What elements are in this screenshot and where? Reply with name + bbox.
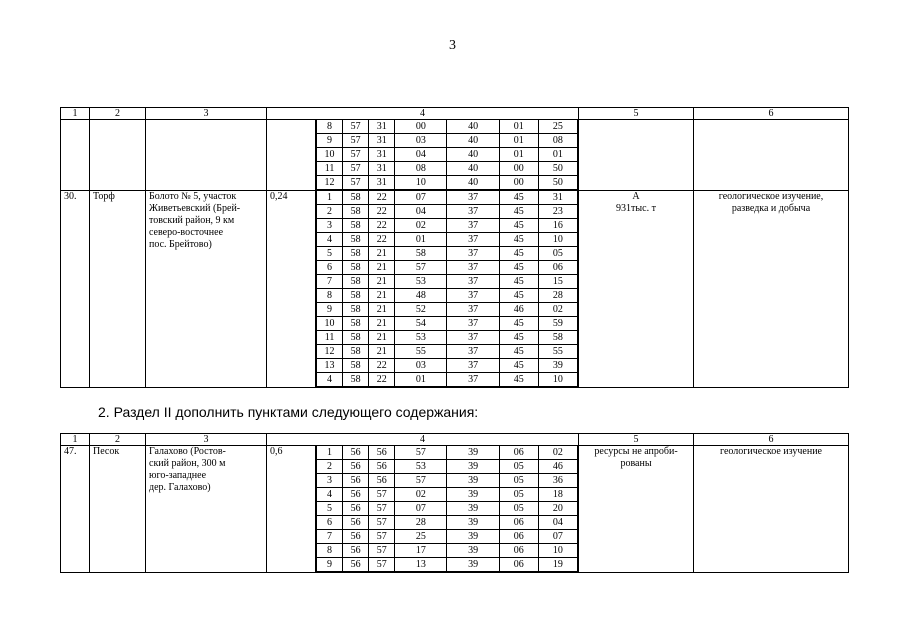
coordinate-value: 37 [447,219,499,233]
text-line: юго-западнее [149,470,207,481]
coordinate-value: 45 [499,345,538,359]
coordinate-value: 56 [343,460,369,474]
coordinate-row [317,219,578,233]
text-line: ресурсы не апроби- [594,446,678,457]
column-header: 6 [694,434,849,446]
coordinate-value: 37 [447,345,499,359]
coordinate-value: 31 [369,148,395,162]
coordinate-value: 00 [395,120,447,134]
coordinate-row [317,148,578,162]
coordinate-value: 46 [499,303,538,317]
coordinate-value: 8 [317,544,343,558]
coordinate-row [317,317,578,331]
coordinate-value: 21 [369,317,395,331]
coordinate-value: 39 [447,488,499,502]
coordinate-row [317,530,578,544]
coordinate-value: 37 [447,289,499,303]
coordinate-value: 9 [317,134,343,148]
text-line: Живетьевский (Брей- [149,203,241,214]
coordinate-value: 58 [343,359,369,373]
coordinate-value: 07 [395,502,447,516]
coordinate-value: 57 [369,530,395,544]
coordinate-value: 57 [395,446,447,460]
coordinate-value: 57 [369,488,395,502]
coordinate-value: 53 [395,460,447,474]
coordinate-value: 20 [538,502,577,516]
coordinate-value: 10 [538,373,577,387]
reserves-info [579,191,694,388]
coordinate-value: 53 [395,331,447,345]
coordinate-value: 58 [343,247,369,261]
coordinate-value: 31 [538,191,577,205]
deposit-location [146,446,267,573]
coordinate-value: 7 [317,530,343,544]
coordinate-value: 57 [369,516,395,530]
column-header: 4 [267,108,579,120]
coordinate-value: 50 [538,176,577,190]
coordinate-value: 56 [343,488,369,502]
coordinate-value: 57 [343,120,369,134]
column-header: 1 [61,434,90,446]
coordinate-value: 39 [447,474,499,488]
coordinate-value: 06 [499,558,538,572]
coordinate-value: 8 [317,120,343,134]
deposit-entry-row [61,191,849,388]
coordinate-value: 37 [447,191,499,205]
coordinate-value: 21 [369,289,395,303]
coordinate-value: 06 [499,516,538,530]
coordinate-value: 04 [538,516,577,530]
column-header: 5 [579,434,694,446]
empty-cell [146,120,267,191]
coordinate-value: 57 [343,134,369,148]
coordinate-value: 11 [317,331,343,345]
coordinate-value: 58 [343,233,369,247]
coordinate-value: 08 [395,162,447,176]
coordinate-value: 57 [343,176,369,190]
coordinate-row [317,261,578,275]
coordinate-value: 45 [499,331,538,345]
coordinate-value: 05 [499,488,538,502]
deposit-location [146,191,267,388]
coordinate-value: 45 [499,289,538,303]
coordinate-value: 36 [538,474,577,488]
coordinate-value: 01 [538,148,577,162]
coordinate-value: 28 [538,289,577,303]
coordinate-value: 58 [343,345,369,359]
mineral-type: Песок [90,446,146,573]
coordinate-value: 02 [538,303,577,317]
coordinate-value: 22 [369,219,395,233]
coordinate-value: 56 [369,474,395,488]
coordinate-value: 1 [317,191,343,205]
coordinate-value: 25 [538,120,577,134]
coordinate-value: 45 [499,317,538,331]
coordinate-value: 56 [369,460,395,474]
coordinate-value: 04 [395,148,447,162]
coordinate-value: 45 [499,261,538,275]
text-line: Галахово (Ростов- [149,446,226,457]
coordinate-value: 40 [447,134,499,148]
coordinate-value: 39 [447,530,499,544]
coordinate-value: 45 [499,373,538,387]
coordinate-row [317,275,578,289]
coordinate-value: 21 [369,331,395,345]
coordinate-value: 25 [395,530,447,544]
coordinate-value: 05 [499,502,538,516]
page-number: 3 [449,38,456,53]
text-line: 931тыс. т [616,203,656,214]
coordinate-value: 57 [369,502,395,516]
coordinate-value: 07 [395,191,447,205]
coordinate-value: 01 [499,148,538,162]
coordinates-grid [316,446,578,572]
coordinate-value: 03 [395,134,447,148]
coordinate-value: 56 [343,544,369,558]
coordinate-row [317,460,578,474]
coordinate-value: 21 [369,345,395,359]
coordinate-value: 06 [499,446,538,460]
coordinate-value: 58 [343,373,369,387]
coordinate-row [317,289,578,303]
coordinate-value: 39 [447,544,499,558]
coordinate-value: 2 [317,205,343,219]
coordinate-value: 10 [538,544,577,558]
coordinate-value: 05 [538,247,577,261]
coordinate-value: 39 [447,460,499,474]
coordinate-value: 45 [499,275,538,289]
coordinate-value: 00 [499,176,538,190]
coordinate-value: 17 [395,544,447,558]
column-header: 2 [90,434,146,446]
coordinate-value: 55 [395,345,447,359]
area-value: 0,24 [267,191,316,388]
coordinate-row [317,303,578,317]
coordinate-value: 22 [369,359,395,373]
coordinate-value: 21 [369,247,395,261]
coordinate-value: 01 [395,233,447,247]
coordinate-value: 19 [538,558,577,572]
coordinate-value: 22 [369,205,395,219]
empty-cell [267,120,316,191]
coordinate-value: 21 [369,261,395,275]
coordinate-value: 4 [317,373,343,387]
coordinate-value: 3 [317,219,343,233]
coordinate-value: 01 [395,373,447,387]
coordinate-value: 57 [343,162,369,176]
coordinate-value: 18 [538,488,577,502]
coordinate-value: 37 [447,373,499,387]
coordinate-value: 48 [395,289,447,303]
coordinate-value: 23 [538,205,577,219]
coordinate-value: 03 [395,359,447,373]
coordinate-value: 58 [343,219,369,233]
text-line: ский район, 300 м [149,458,226,469]
coordinate-value: 37 [447,331,499,345]
coordinate-value: 10 [317,317,343,331]
coordinate-value: 53 [395,275,447,289]
coordinate-value: 56 [343,558,369,572]
coordinate-row [317,502,578,516]
coordinate-value: 55 [538,345,577,359]
coordinate-value: 15 [538,275,577,289]
coordinate-value: 06 [499,544,538,558]
coordinate-value: 37 [447,261,499,275]
coordinate-value: 8 [317,289,343,303]
coordinate-value: 00 [499,162,538,176]
coordinate-value: 13 [317,359,343,373]
coordinate-value: 59 [538,317,577,331]
coordinate-value: 04 [395,205,447,219]
text-line: рованы [620,458,652,469]
text-line: А [632,191,640,202]
coordinate-value: 40 [447,148,499,162]
coordinate-value: 52 [395,303,447,317]
coordinate-value: 57 [395,474,447,488]
coordinate-row [317,205,578,219]
coordinate-row [317,474,578,488]
coordinate-value: 3 [317,474,343,488]
coordinate-row [317,488,578,502]
column-header: 3 [146,108,267,120]
empty-cell [90,120,146,191]
coordinate-value: 31 [369,176,395,190]
coordinate-value: 5 [317,247,343,261]
coordinate-value: 5 [317,502,343,516]
coordinate-value: 39 [447,446,499,460]
coordinate-row [317,120,578,134]
usage-purpose [694,446,849,573]
text-line: северо-восточнее [149,227,224,238]
column-header: 4 [267,434,579,446]
entry-number: 30. [61,191,90,388]
coordinate-value: 39 [447,502,499,516]
coordinate-value: 10 [317,148,343,162]
coordinates-cell [316,446,579,573]
coordinate-value: 58 [343,205,369,219]
coordinate-value: 40 [447,176,499,190]
coordinate-value: 02 [395,488,447,502]
coordinate-value: 56 [343,446,369,460]
column-header: 2 [90,108,146,120]
coordinate-row [317,558,578,572]
coordinate-value: 13 [395,558,447,572]
coordinate-row [317,247,578,261]
coordinate-value: 08 [538,134,577,148]
coordinate-value: 54 [395,317,447,331]
coordinate-value: 06 [538,261,577,275]
coordinate-value: 37 [447,275,499,289]
mineral-type: Торф [90,191,146,388]
text-line: геологическое изучение, [718,191,824,202]
coordinate-value: 9 [317,558,343,572]
text-line: пос. Брейтово) [149,239,212,250]
coordinate-value: 57 [395,261,447,275]
usage-purpose [694,191,849,388]
coordinate-value: 9 [317,303,343,317]
coordinate-value: 4 [317,488,343,502]
coordinate-value: 58 [343,289,369,303]
coordinate-value: 58 [343,275,369,289]
coordinate-value: 02 [538,446,577,460]
amendment-paragraph: 2. Раздел II дополнить пунктами следующего содержания: [98,404,479,420]
text-line: разведка и добыча [731,203,811,214]
coordinate-row [317,345,578,359]
coordinate-row [317,233,578,247]
column-header: 5 [579,108,694,120]
text-line: товский район, 9 км [149,215,235,226]
coordinate-value: 10 [395,176,447,190]
deposit-entry-row [61,446,849,573]
text-line: Болото № 5, участок [149,191,237,202]
coordinate-value: 56 [343,516,369,530]
coordinate-value: 28 [395,516,447,530]
coordinate-value: 45 [499,359,538,373]
coordinate-value: 37 [447,233,499,247]
coordinate-value: 37 [447,317,499,331]
coordinate-value: 40 [447,162,499,176]
column-header: 3 [146,434,267,446]
empty-cell [694,120,849,191]
coordinate-value: 45 [499,191,538,205]
coordinate-value: 37 [447,205,499,219]
coordinate-value: 45 [499,205,538,219]
coordinate-row [317,373,578,387]
coordinate-value: 05 [499,474,538,488]
coordinate-value: 22 [369,233,395,247]
area-value: 0,6 [267,446,316,573]
column-header: 1 [61,108,90,120]
coordinate-value: 58 [538,331,577,345]
empty-cell [61,120,90,191]
coordinate-value: 02 [395,219,447,233]
coordinates-grid [316,120,578,190]
column-header: 6 [694,108,849,120]
coordinate-value: 06 [499,530,538,544]
coordinate-value: 58 [343,317,369,331]
coordinate-value: 45 [499,233,538,247]
coordinates-cell [316,191,579,388]
coordinate-value: 22 [369,191,395,205]
coordinate-value: 31 [369,134,395,148]
coordinate-value: 45 [499,219,538,233]
coordinate-value: 39 [538,359,577,373]
coordinate-row [317,134,578,148]
coordinate-value: 50 [538,162,577,176]
coordinate-value: 12 [317,345,343,359]
coordinate-value: 12 [317,176,343,190]
coordinate-value: 58 [395,247,447,261]
deposits-table-section-1 [60,107,849,388]
text-line: дер. Галахово) [149,482,211,493]
coordinate-value: 57 [369,558,395,572]
coordinate-value: 11 [317,162,343,176]
coordinate-value: 6 [317,516,343,530]
coordinate-value: 57 [343,148,369,162]
coordinate-value: 58 [343,331,369,345]
coordinate-row [317,544,578,558]
coordinate-value: 56 [343,502,369,516]
coordinate-value: 56 [343,530,369,544]
coordinate-value: 10 [538,233,577,247]
coordinate-value: 7 [317,275,343,289]
coordinates-grid [316,191,578,387]
continuation-row [61,120,849,191]
coordinate-row [317,191,578,205]
reserves-info [579,446,694,573]
coordinate-value: 39 [447,558,499,572]
coordinate-value: 39 [447,516,499,530]
coordinate-value: 05 [499,460,538,474]
coordinate-value: 58 [343,261,369,275]
column-header-row [61,108,849,120]
empty-cell [579,120,694,191]
column-header-row [61,434,849,446]
coordinate-value: 37 [447,247,499,261]
coordinates-cell [316,120,579,191]
coordinate-value: 46 [538,460,577,474]
coordinate-value: 37 [447,359,499,373]
coordinate-value: 31 [369,162,395,176]
coordinate-row [317,359,578,373]
coordinate-value: 45 [499,247,538,261]
coordinate-row [317,331,578,345]
coordinate-value: 58 [343,303,369,317]
coordinate-value: 31 [369,120,395,134]
entry-number: 47. [61,446,90,573]
coordinate-value: 1 [317,446,343,460]
coordinate-value: 01 [499,120,538,134]
coordinate-value: 40 [447,120,499,134]
coordinate-value: 21 [369,303,395,317]
coordinate-value: 22 [369,373,395,387]
coordinate-value: 07 [538,530,577,544]
coordinate-value: 56 [369,446,395,460]
deposits-table-section-2 [60,433,849,573]
coordinate-value: 2 [317,460,343,474]
coordinate-value: 16 [538,219,577,233]
coordinate-value: 21 [369,275,395,289]
coordinate-value: 4 [317,233,343,247]
coordinate-value: 58 [343,191,369,205]
coordinate-row [317,516,578,530]
coordinate-value: 57 [369,544,395,558]
coordinate-row [317,176,578,190]
text-line: геологическое изучение [720,446,822,457]
coordinate-value: 6 [317,261,343,275]
coordinate-value: 56 [343,474,369,488]
coordinate-row [317,162,578,176]
coordinate-value: 37 [447,303,499,317]
coordinate-row [317,446,578,460]
coordinate-value: 01 [499,134,538,148]
